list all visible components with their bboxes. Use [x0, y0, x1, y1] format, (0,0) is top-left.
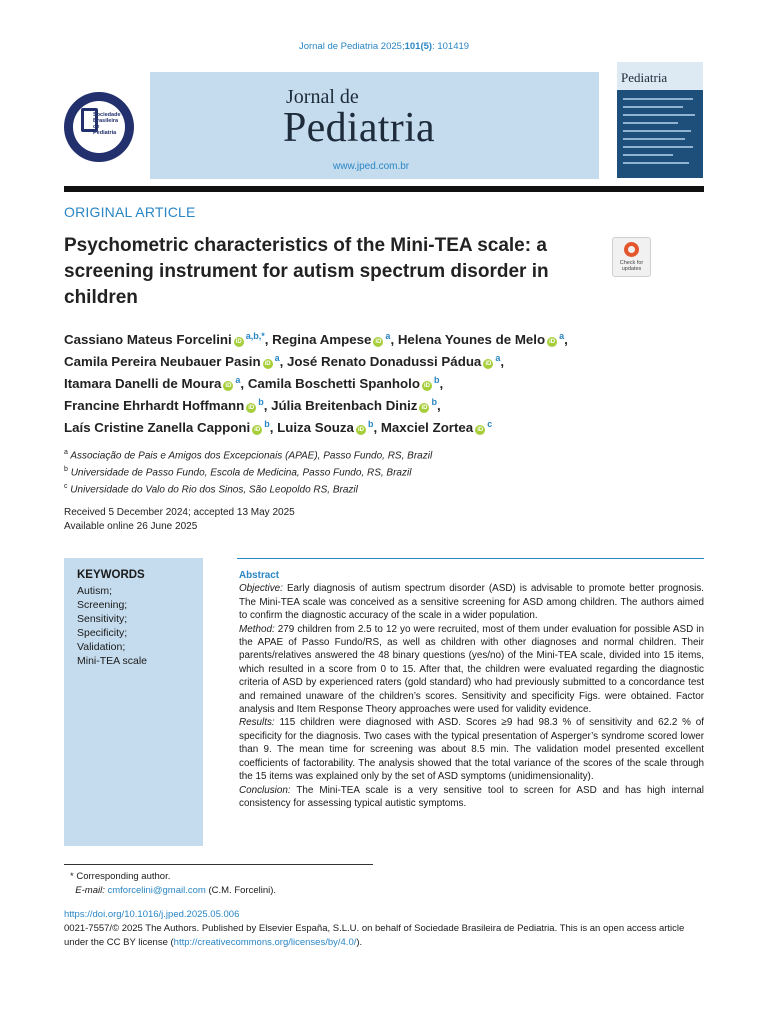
- author[interactable]: Camila Pereira Neubauer Pasin $iD^a$,: [64, 353, 287, 369]
- author[interactable]: Itamara Danelli de Moura $iD^a$,: [64, 375, 248, 391]
- author[interactable]: Maxciel Zortea $iD^c$: [380, 419, 493, 435]
- affiliation: $^c$ Universidade do Valo do Rio dos Sinos, São Leopoldo RS, Brazil: [64, 482, 358, 495]
- copyright-notice: 0021-7557/© 2025 The Authors. Published by Elsevier España, S.L.U. on behalf of Sociedade Brasileira de Pediatria. This is an open access article under the CC BY license (http://creativecommons.org/licenses/by/4.0/).: [64, 923, 685, 948]
- keyword: Autism;: [77, 585, 113, 597]
- orcid-icon[interactable]: iD: [235, 339, 242, 345]
- orcid-icon[interactable]: iD: [264, 361, 271, 367]
- journal-name-small: Jornal de: [286, 86, 359, 108]
- footnote-rule: [64, 864, 373, 865]
- email-link[interactable]: cmforcelini@gmail.com: [107, 884, 206, 896]
- journal-url[interactable]: www.jped.com.br: [333, 161, 410, 172]
- abstract-conclusion: Conclusion: The Mini-TEA scale is a very sensitive tool to screen for ASD and has high internal consistency for assessing typical autistic symptoms.: [239, 784, 704, 809]
- author[interactable]: Helena Younes de Melo $iD^a$,: [397, 331, 568, 347]
- cover-title: Pediatria: [621, 70, 668, 85]
- keyword: Screening;: [77, 599, 128, 611]
- abstract-heading: Abstract: [239, 570, 280, 581]
- corresponding-author-footnote: * Corresponding author. E-mail: cmforcelini@gmail.com (C.M. Forcelini).: [70, 871, 277, 896]
- orcid-icon[interactable]: iD: [421, 405, 428, 411]
- journal-name: Pediatria: [283, 105, 435, 151]
- received-date: Received 5 December 2024; accepted 13 May 2025: [64, 507, 295, 518]
- orcid-icon[interactable]: iD: [477, 427, 484, 433]
- orcid-icon[interactable]: iD: [357, 427, 364, 433]
- author[interactable]: Cassiano Mateus Forcelini $iD^{a,b,*}$,: [64, 331, 273, 347]
- header-rule: [64, 186, 704, 192]
- orcid-icon[interactable]: iD: [423, 383, 430, 389]
- abstract: [239, 569, 704, 810]
- keyword: Validation;: [77, 641, 126, 653]
- author[interactable]: Francine Ehrhardt Hoffmann $iD^b$,: [64, 397, 272, 413]
- doi-link[interactable]: https://doi.org/10.1016/j.jped.2025.05.006: [64, 909, 240, 920]
- article-dates: [64, 506, 295, 533]
- online-date: Available online 26 June 2025: [64, 520, 198, 532]
- keyword-list: [77, 584, 147, 668]
- orcid-icon[interactable]: iD: [225, 383, 232, 389]
- author-list: [64, 327, 704, 437]
- orcid-icon[interactable]: iD: [375, 339, 382, 345]
- article-title: Psychometric characteristics of the Mini-TEA scale: a screening instrument for autism spectrum disorder in children: [64, 235, 549, 308]
- check-for-updates-button[interactable]: [612, 237, 651, 277]
- abstract-objective: Objective: Early diagnosis of autism spectrum disorder (ASD) is advisable to promote better prognosis. The Mini-TEA scale was conceived as a sensitive screening for ASD among children. The authors aimed to confirm the diagnostic accuracy of the scale in a wider population.: [239, 583, 705, 622]
- check-updates-icon: [624, 242, 639, 257]
- orcid-icon[interactable]: iD: [248, 405, 255, 411]
- author[interactable]: Camila Boschetti Spanholo $iD^b$,: [247, 375, 444, 391]
- author[interactable]: Laís Cristine Zanella Capponi $iD^b$,: [64, 419, 278, 435]
- affiliation: $^b$ Universidade de Passo Fundo, Escola de Medicina, Passo Fundo, RS, Brazil: [64, 465, 412, 479]
- author[interactable]: Júlia Breitenbach Diniz $iD^b$,: [271, 397, 441, 413]
- author[interactable]: Regina Ampese $iD^a$,: [272, 331, 398, 347]
- journal-citation[interactable]: Jornal de Pediatria 2025;101(5): 101419: [298, 41, 470, 52]
- author[interactable]: Luiza Souza $iD^b$,: [277, 419, 381, 435]
- abstract-method: Method: 279 children from 2.5 to 12 yo were recruited, most of them under evaluation for possible ASD in the APAE of Passo Fundo/RS, as well as children with other diagnoses and normal children. Their parents/relatives answered the 48 binary questions (yes/no) of the Mini-TEA scale, divided into 15 items, which resulted in a score from 0 to 15. After that, the children were evaluated regarding the diagnostic criteria of ASD by experienced raters (gold standard) who had previously submitted to a concordance test and remained unaware of the children’s scores. Sensitivity and specificity Figs. were obtained. Factor analysis and Item Response Theory approaches were used for validity evidence.: [239, 623, 704, 716]
- keyword: Mini-TEA scale: [77, 655, 148, 667]
- license-link[interactable]: http://creativecommons.org/licenses/by/4.0/: [173, 936, 357, 948]
- orcid-icon[interactable]: iD: [254, 427, 261, 433]
- author[interactable]: José Renato Donadussi Pádua $iD^a$,: [287, 353, 505, 369]
- keyword: Specificity;: [77, 627, 128, 639]
- affiliation: $^a$ Associação de Pais e Amigos dos Excepcionais (APAE), Passo Fundo, RS, Brazil: [64, 449, 433, 462]
- abstract-rule: [237, 558, 704, 559]
- orcid-icon[interactable]: iD: [549, 339, 556, 345]
- section-label: ORIGINAL ARTICLE: [64, 204, 196, 220]
- orcid-icon[interactable]: iD: [485, 361, 492, 367]
- keyword: Sensitivity;: [77, 613, 128, 625]
- abstract-results: Results: 115 children were diagnosed with ASD. Scores ≥9 had 98.3 % of sensitivity and 62.2 % of specificity for the diagnosis. Two cases with the typical presentation of Asperger’s syndrome scored lower than 9. The mean time for screening was about 8.5 min. The validation model presented excellent coefficients of factorability. The analysis showed that the total variance of the scores of the scale through the 15 items was explained only by the set of ASD symptoms (unidimensionality).: [239, 717, 705, 783]
- keywords-heading: KEYWORDS: [77, 569, 145, 581]
- journal-cover-thumbnail[interactable]: [617, 62, 703, 178]
- society-seal-logo: [64, 92, 134, 162]
- seal-text: Sociedade Brasileira de Pediatria: [93, 112, 121, 136]
- affiliations: [64, 446, 432, 496]
- check-updates-label: Check for updates: [619, 260, 644, 272]
